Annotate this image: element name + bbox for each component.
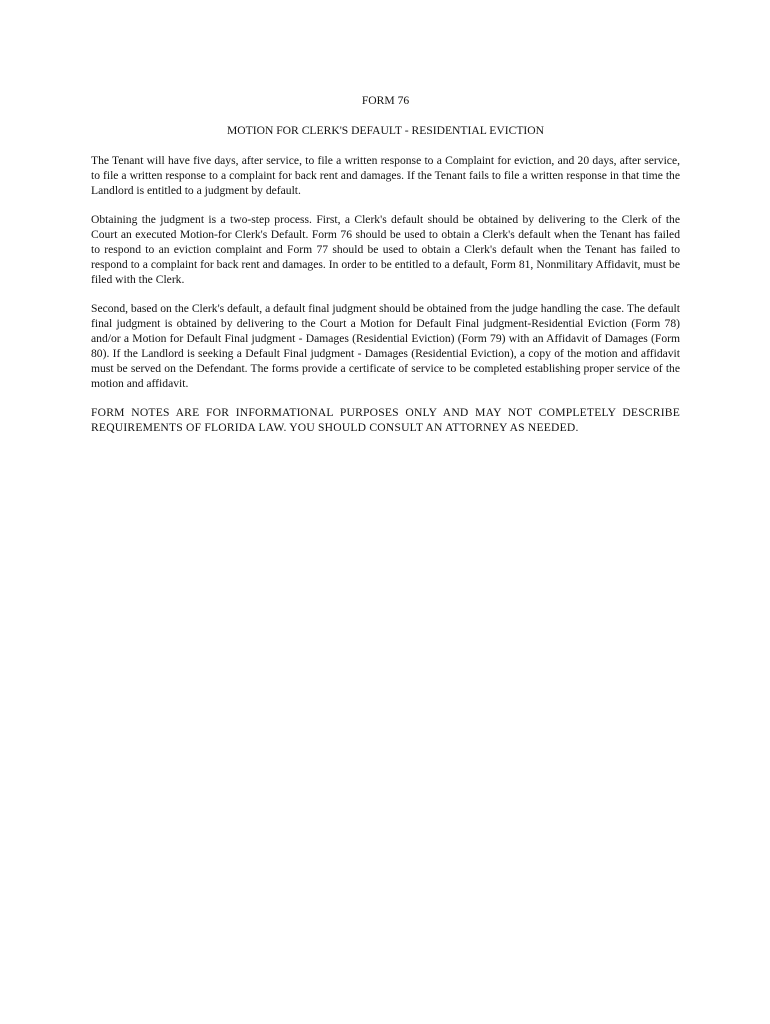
form-title: MOTION FOR CLERK'S DEFAULT - RESIDENTIAL EVICTION bbox=[226, 124, 545, 137]
paragraph-default-final-judgment: Second, based on the Clerk's default, a default final judgment should be obtained from the judge handling the case. The default final judgment is obtained by delivering to the Court a Motion for Default Final judgment-Residential Eviction (Form 78) and/or a Motion for Default Final judgment - Damages (Residential Eviction) (Form 79) with an Affidavit of Damages (Form 80). If the Landlord is seeking a Default Final judgment - Damages (Residential Eviction), a copy of the motion and affidavit must be served on the Defendant. The forms provide a certificate of service to be completed establishing proper service of the motion and affidavit. bbox=[91, 302, 680, 390]
form-number: FORM 76 bbox=[361, 94, 410, 107]
document-content bbox=[91, 93, 680, 435]
paragraph-response-deadlines: The Tenant will have five days, after service, to file a written response to a Complaint for eviction, and 20 days, after service, to file a written response to a complaint for back rent and damages. If the Tenant fails to file a written response in that time the Landlord is entitled to a judgment by default. bbox=[91, 154, 680, 197]
form-notes-notice: FORM NOTES ARE FOR INFORMATIONAL PURPOSES ONLY AND MAY NOT COMPLETELY DESCRIBE REQUIREMENTS OF FLORIDA LAW. YOU SHOULD CONSULT AN ATTORNEY AS NEEDED. bbox=[91, 406, 680, 434]
paragraph-clerk-default: Obtaining the judgment is a two-step process. First, a Clerk's default should be obtained by delivering to the Clerk of the Court an executed Motion-for Clerk's Default. Form 76 should be used to obtain a Clerk's default when the Tenant has failed to respond to an eviction complaint and Form 77 should be used to obtain a Clerk's default when the Tenant has failed to respond to a complaint for back rent and damages. In order to be entitled to a default, Form 81, Nonmilitary Affidavit, must be filed with the Clerk. bbox=[91, 213, 680, 286]
